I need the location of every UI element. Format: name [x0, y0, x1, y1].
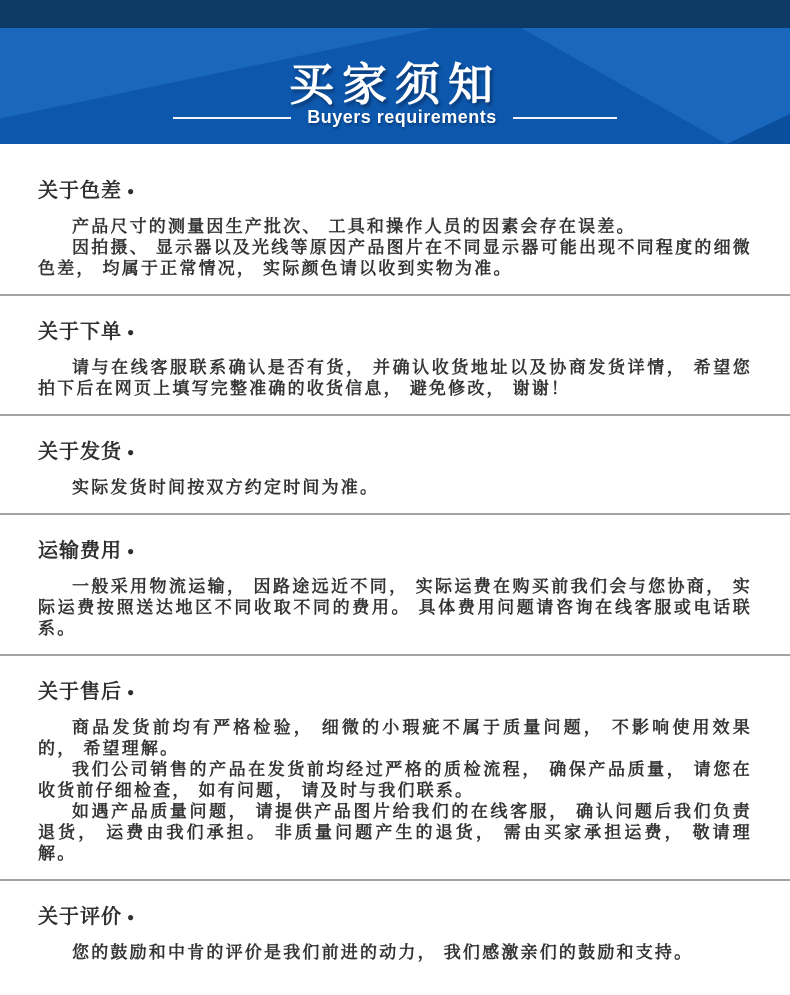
- section-review: [0, 881, 790, 978]
- section-paragraph: 因拍摄、 显示器以及光线等原因产品图片在不同显示器可能出现不同程度的细微色差， 均属于正常情况， 实际颜色请以收到实物为准。: [38, 238, 752, 278]
- section-title-text: 关于评价: [38, 906, 122, 928]
- section-title: [38, 322, 752, 342]
- section-ordering: [0, 296, 790, 414]
- top-navy-bar: [0, 0, 790, 28]
- bullet-dot-icon: ●: [127, 184, 136, 198]
- section-title: [38, 907, 752, 927]
- page-title: 买家须知: [288, 59, 501, 110]
- subtitle-line-left: [173, 117, 291, 119]
- page-subtitle: Buyers requirements: [307, 107, 497, 127]
- bullet-dot-icon: ●: [127, 544, 136, 558]
- bullet-dot-icon: ●: [127, 325, 136, 339]
- section-paragraph: 实际发货时间按双方约定时间为准。: [72, 478, 380, 497]
- section-title-text: 关于下单: [38, 321, 122, 343]
- section-title: [38, 541, 752, 561]
- section-title: [38, 181, 752, 201]
- section-color-difference: [0, 144, 790, 294]
- header-banner: [0, 28, 790, 144]
- bullet-dot-icon: ●: [127, 685, 136, 699]
- section-title: [38, 682, 752, 702]
- section-paragraph: 如遇产品质量问题， 请提供产品图片给我们的在线客服， 确认问题后我们负责退货， 运费由我们承担。 非质量问题产生的退货， 需由买家承担运费， 敬请理解。: [38, 802, 752, 863]
- section-paragraph: 商品发货前均有严格检验， 细微的小瑕疵不属于质量问题， 不影响使用效果的， 希望理解。: [38, 718, 752, 758]
- section-paragraph: 一般采用物流运输， 因路途远近不同， 实际运费在购买前我们会与您协商， 实际运费按照送达地区不同收取不同的费用。 具体费用问题请咨询在线客服或电话联系。: [38, 577, 752, 638]
- subtitle-line-right: [513, 117, 617, 119]
- section-paragraph: 您的鼓励和中肯的评价是我们前进的动力， 我们感激亲们的鼓励和支持。: [72, 943, 694, 962]
- bullet-dot-icon: ●: [127, 445, 136, 459]
- section-after-sales: [0, 656, 790, 879]
- section-title-text: 关于色差: [38, 180, 122, 202]
- section-title-text: 关于发货: [38, 441, 122, 463]
- section-paragraph: 产品尺寸的测量因生产批次、 工具和操作人员的因素会存在误差。: [72, 217, 636, 236]
- subtitle-row: [0, 107, 790, 128]
- bullet-dot-icon: ●: [127, 910, 136, 924]
- section-shipping: [0, 416, 790, 513]
- section-title: [38, 442, 752, 462]
- section-paragraph: 请与在线客服联系确认是否有货， 并确认收货地址以及协商发货详情， 希望您拍下后在网页上填写完整准确的收货信息， 避免修改， 谢谢！: [38, 358, 752, 398]
- section-paragraph: 我们公司销售的产品在发货前均经过严格的质检流程， 确保产品质量， 请您在收货前仔细检查， 如有问题， 请及时与我们联系。: [38, 760, 752, 800]
- section-title-text: 运输费用: [38, 540, 122, 562]
- section-title-text: 关于售后: [38, 681, 122, 703]
- section-freight-cost: [0, 515, 790, 654]
